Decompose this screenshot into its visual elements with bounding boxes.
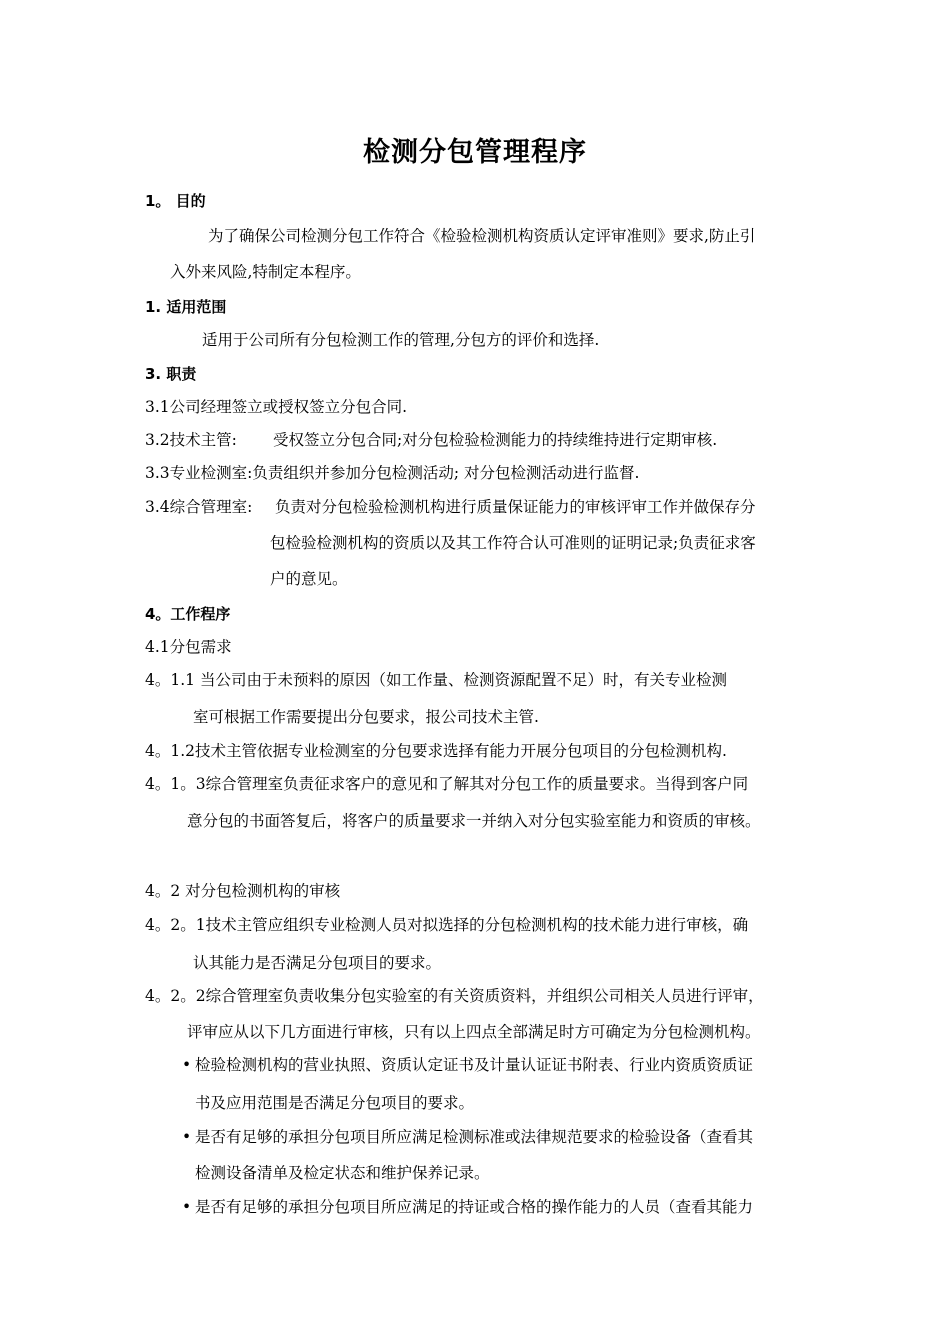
section-4-2: 4。2 对分包检测机构的审核 <box>145 882 341 900</box>
bullet-icon: • <box>182 1056 192 1074</box>
section-3-4-line-2: 包检验检测机构的资质以及其工作符合认可准则的证明记录;负责征求客 <box>270 534 756 552</box>
section-4-1-3-line-2: 意分包的书面答复后，将客户的质量要求一并纳入对分包实验室能力和资质的审核。 <box>187 812 761 830</box>
bullet-1-line-1: 检验检测机构的营业执照、资质认定证书及计量认证证书附表、行业内资质资质证 <box>195 1056 754 1074</box>
section-4-2-2-line-2: 评审应从以下几方面进行审核，只有以上四点全部满足时方可确定为分包检测机构。 <box>187 1023 761 1041</box>
section-3-2-label: 3.2技术主管: <box>145 431 237 449</box>
section-4-2-1-line-2: 认其能力是否满足分包项目的要求。 <box>193 954 442 972</box>
bullet-1-line-2: 书及应用范围是否满足分包项目的要求。 <box>195 1094 475 1112</box>
section-1-paragraph-line-1: 为了确保公司检测分包工作符合《检验检测机构资质认定评审准则》要求,防止引 <box>208 227 756 245</box>
section-4-1-1-line-1: 4。1.1 当公司由于未预料的原因（如工作量、检测资源配置不足）时，有关专业检测 <box>145 671 727 689</box>
section-4-1: 4.1分包需求 <box>145 638 232 656</box>
bullet-2-line-1: 是否有足够的承担分包项目所应满足检测标准或法律规范要求的检验设备（查看其 <box>195 1128 754 1146</box>
bullet-icon: • <box>182 1128 192 1146</box>
section-3-4-label: 3.4综合管理室: <box>145 498 253 516</box>
bullet-3-line-1: 是否有足够的承担分包项目所应满足的持证或合格的操作能力的人员（查看其能力 <box>195 1198 754 1216</box>
section-3-1: 3.1公司经理签立或授权签立分包合同. <box>145 398 408 416</box>
section-4-1-3-line-1: 4。1。3综合管理室负责征求客户的意见和了解其对分包工作的质量要求。当得到客户同 <box>145 775 749 793</box>
page-title: 检测分包管理程序 <box>363 137 587 168</box>
section-4-2-1-line-1: 4。2。1技术主管应组织专业检测人员对拟选择的分包检测机构的技术能力进行审核，确 <box>145 916 749 934</box>
section-4-1-1-line-2: 室可根据工作需要提出分包要求，报公司技术主管. <box>193 708 539 726</box>
section-1-paragraph-line-2: 入外来风险,特制定本程序。 <box>170 263 361 281</box>
section-1-heading: 1。 目的 <box>145 192 206 210</box>
section-3-3: 3.3专业检测室:负责组织并参加分包检测活动; 对分包检测活动进行监督. <box>145 464 640 482</box>
section-2-heading: 1. 适用范围 <box>145 298 227 316</box>
section-3-2-text: 受权签立分包合同;对分包检验检测能力的持续维持进行定期审核. <box>273 431 718 449</box>
bullet-2-line-2: 检测设备清单及检定状态和维护保养记录。 <box>195 1164 490 1182</box>
bullet-icon: • <box>182 1198 192 1216</box>
section-4-2-2-line-1: 4。2。2综合管理室负责收集分包实验室的有关资质资料，并组织公司相关人员进行评审， <box>145 987 764 1005</box>
section-4-heading: 4。工作程序 <box>145 605 231 623</box>
section-4-1-2: 4。1.2技术主管依据专业检测室的分包要求选择有能力开展分包项目的分包检测机构. <box>145 742 727 760</box>
section-2-paragraph: 适用于公司所有分包检测工作的管理,分包方的评价和选择. <box>202 331 600 349</box>
section-3-heading: 3. 职责 <box>145 365 197 383</box>
section-3-4-line-1: 负责对分包检验检测机构进行质量保证能力的审核评审工作并做保存分 <box>275 498 756 516</box>
section-3-4-line-3: 户的意见。 <box>270 570 348 588</box>
